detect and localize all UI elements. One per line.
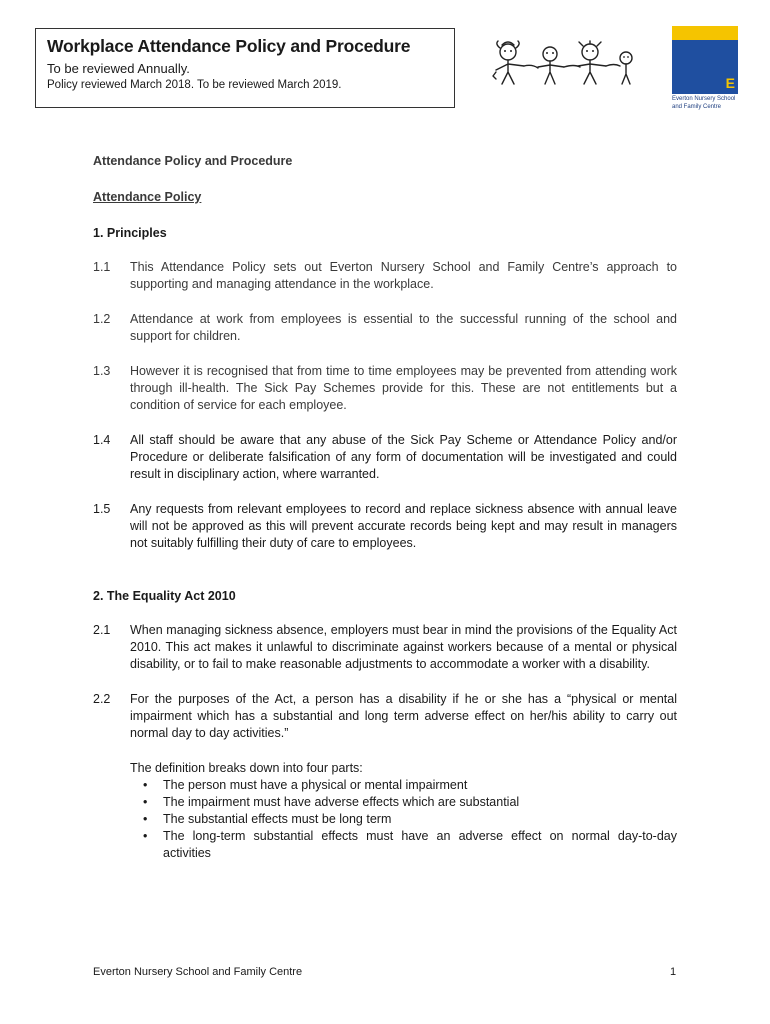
paragraph-text: Attendance at work from employees is essential to the successful running of the school and support for children. — [130, 312, 677, 343]
footer-page-number: 1 — [670, 966, 677, 978]
bullet-icon: • — [143, 795, 148, 809]
paragraph-number: 2.1 — [93, 623, 111, 637]
footer-organisation: Everton Nursery School and Family Centre — [93, 966, 303, 978]
section-2-heading: 2. The Equality Act 2010 — [93, 589, 236, 603]
paragraph-number: 1.4 — [93, 433, 111, 447]
review-dates-note: Policy reviewed March 2018. To be reviewed March 2019. — [47, 79, 342, 91]
logo-yellow-band — [672, 26, 738, 40]
logo-caption-line-2: and Family Centre — [672, 103, 722, 110]
main-heading: Attendance Policy and Procedure — [93, 154, 293, 168]
document-body — [93, 153, 677, 862]
school-logo — [672, 26, 738, 94]
list-item — [143, 777, 677, 794]
paragraph-1-5 — [93, 501, 677, 552]
definition-intro: The definition breaks down into four parts: — [130, 761, 363, 775]
logo-caption — [672, 96, 762, 112]
bullet-icon: • — [143, 778, 148, 792]
paragraph-1-2 — [93, 311, 677, 345]
list-item — [143, 794, 677, 811]
logo-caption-line-1: Everton Nursery School — [672, 96, 736, 102]
list-item — [143, 828, 677, 862]
document-title: Workplace Attendance Policy and Procedure — [47, 36, 411, 56]
list-item-text: The long-term substantial effects must have an adverse effect on normal day-to-day activities — [163, 829, 677, 860]
policy-subheading: Attendance Policy — [93, 190, 202, 204]
paragraph-number: 1.2 — [93, 312, 111, 326]
paragraph-text: For the purposes of the Act, a person has a disability if he or she has a “physical or mental impairment which has a substantial and long term adverse effect on her/his ability to carry out normal day to day activities.” — [130, 692, 677, 740]
paragraph-1-1 — [93, 259, 677, 293]
definition-bullet-list — [130, 777, 677, 862]
paragraph-1-3 — [93, 363, 677, 414]
list-item — [143, 811, 677, 828]
review-frequency-note: To be reviewed Annually. — [47, 61, 190, 76]
logo-letter: E — [725, 75, 735, 91]
children-drawing-icon — [490, 40, 640, 86]
paragraph-text: Any requests from relevant employees to record and replace sickness absence with annual leave will not be approved as this will prevent accurate records being kept and may result in managers not suitably fulfilling their duty of care to employees. — [130, 502, 677, 550]
section-1-heading: 1. Principles — [93, 226, 167, 240]
paragraph-text: However it is recognised that from time to time employees may be prevented from attending work through ill-health. The Sick Pay Schemes provide for this. These are not entitlements but a condition of service for each employee. — [130, 364, 677, 412]
paragraph-text: All staff should be aware that any abuse of the Sick Pay Scheme or Attendance Policy and/or Procedure or deliberate falsification of any form of documentation will be investigated and could result in disciplinary action, where warranted. — [130, 433, 677, 481]
list-item-text: The impairment must have adverse effects which are substantial — [163, 795, 520, 809]
paragraph-number: 1.5 — [93, 502, 111, 516]
paragraph-number: 1.3 — [93, 364, 111, 378]
paragraph-2-2 — [93, 691, 677, 742]
bullet-icon: • — [143, 812, 148, 826]
paragraph-2-1 — [93, 622, 677, 673]
paragraph-1-4 — [93, 432, 677, 483]
list-item-text: The substantial effects must be long term — [163, 812, 392, 826]
list-item-text: The person must have a physical or mental impairment — [163, 778, 468, 792]
paragraph-text: When managing sickness absence, employers must bear in mind the provisions of the Equality Act 2010. This act makes it unlawful to discriminate against workers because of a mental or physical disability, or to fail to make reasonable adjustments to accommodate a worker with a disability. — [130, 623, 677, 671]
definition-block — [93, 760, 677, 862]
paragraph-number: 2.2 — [93, 692, 111, 706]
bullet-icon: • — [143, 829, 148, 843]
paragraph-text: This Attendance Policy sets out Everton Nursery School and Family Centre’s approach to supporting and managing attendance in the workplace. — [130, 260, 677, 291]
title-box — [35, 28, 455, 108]
paragraph-number: 1.1 — [93, 260, 111, 274]
